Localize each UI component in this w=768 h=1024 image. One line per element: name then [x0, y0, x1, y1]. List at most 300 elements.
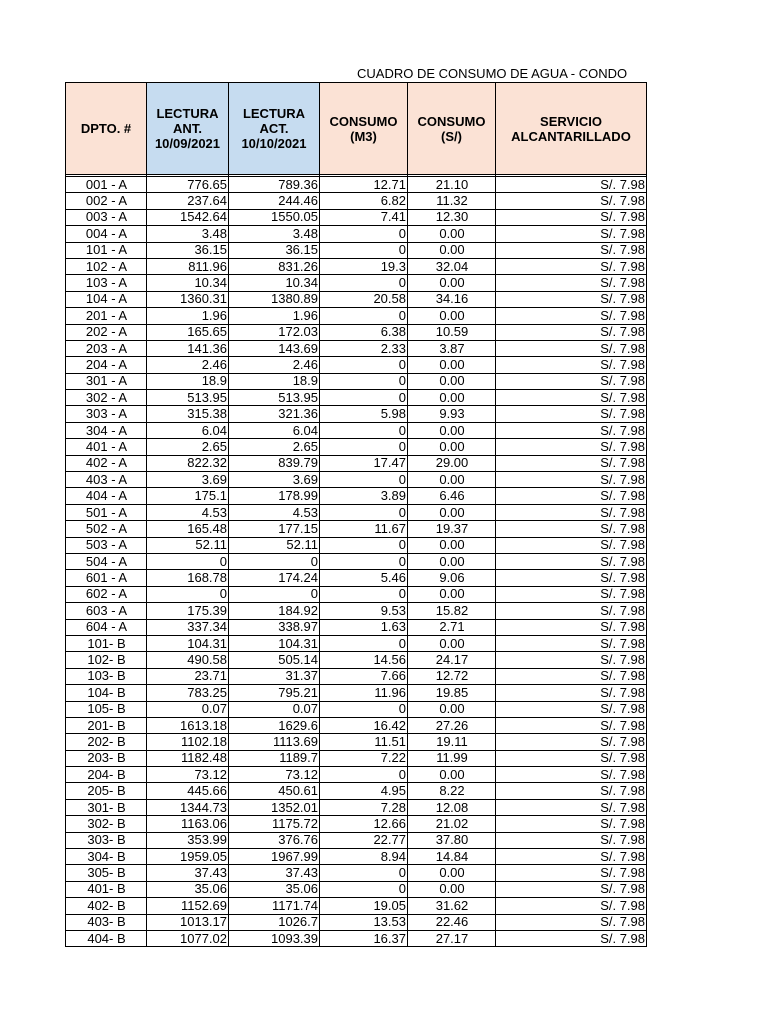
cell-lectura-act: 177.15 — [229, 521, 320, 537]
sheet-title: CUADRO DE CONSUMO DE AGUA - CONDO — [357, 66, 628, 81]
cell-dpto: 201- B — [66, 717, 147, 733]
cell-consumo-soles: 0.00 — [408, 439, 496, 455]
cell-dpto: 102- B — [66, 652, 147, 668]
cell-consumo-soles: 34.16 — [408, 291, 496, 307]
cell-servicio: S/. 7.98 — [496, 767, 647, 783]
cell-lectura-ant: 52.11 — [147, 537, 229, 553]
cell-consumo-m3: 0 — [320, 308, 408, 324]
cell-lectura-ant: 1.96 — [147, 308, 229, 324]
table-row — [66, 701, 647, 717]
cell-consumo-m3: 16.42 — [320, 717, 408, 733]
cell-consumo-soles: 0.00 — [408, 553, 496, 569]
cell-consumo-m3: 0 — [320, 701, 408, 717]
cell-consumo-soles: 0.00 — [408, 504, 496, 520]
table-body — [66, 175, 647, 947]
cell-consumo-m3: 17.47 — [320, 455, 408, 471]
cell-lectura-act: 1113.69 — [229, 734, 320, 750]
cell-lectura-act: 73.12 — [229, 767, 320, 783]
cell-lectura-act: 0.07 — [229, 701, 320, 717]
cell-servicio: S/. 7.98 — [496, 340, 647, 356]
cell-consumo-soles: 0.00 — [408, 865, 496, 881]
cell-consumo-m3: 20.58 — [320, 291, 408, 307]
cell-consumo-soles: 0.00 — [408, 537, 496, 553]
cell-servicio: S/. 7.98 — [496, 537, 647, 553]
cell-dpto: 302- B — [66, 816, 147, 832]
cell-dpto: 404- B — [66, 930, 147, 946]
table-row — [66, 849, 647, 865]
consumption-table — [65, 82, 647, 947]
cell-lectura-ant: 445.66 — [147, 783, 229, 799]
cell-dpto: 402 - A — [66, 455, 147, 471]
cell-consumo-soles: 9.06 — [408, 570, 496, 586]
cell-lectura-ant: 165.48 — [147, 521, 229, 537]
cell-servicio: S/. 7.98 — [496, 521, 647, 537]
cell-lectura-act: 1026.7 — [229, 914, 320, 930]
cell-consumo-soles: 27.17 — [408, 930, 496, 946]
cell-dpto: 402- B — [66, 898, 147, 914]
cell-lectura-act: 789.36 — [229, 177, 320, 193]
cell-lectura-act: 1175.72 — [229, 816, 320, 832]
cell-lectura-ant: 2.46 — [147, 357, 229, 373]
cell-consumo-m3: 7.22 — [320, 750, 408, 766]
cell-dpto: 301- B — [66, 799, 147, 815]
cell-lectura-ant: 1152.69 — [147, 898, 229, 914]
cell-lectura-ant: 1102.18 — [147, 734, 229, 750]
table-row — [66, 308, 647, 324]
cell-lectura-ant: 783.25 — [147, 685, 229, 701]
cell-dpto: 502 - A — [66, 521, 147, 537]
table-row — [66, 390, 647, 406]
table-row — [66, 881, 647, 897]
cell-servicio: S/. 7.98 — [496, 734, 647, 750]
cell-consumo-m3: 7.28 — [320, 799, 408, 815]
cell-consumo-m3: 4.95 — [320, 783, 408, 799]
cell-consumo-soles: 0.00 — [408, 275, 496, 291]
cell-lectura-act: 143.69 — [229, 340, 320, 356]
cell-dpto: 202- B — [66, 734, 147, 750]
cell-dpto: 503 - A — [66, 537, 147, 553]
cell-consumo-soles: 15.82 — [408, 603, 496, 619]
cell-consumo-soles: 0.00 — [408, 357, 496, 373]
cell-dpto: 501 - A — [66, 504, 147, 520]
cell-consumo-soles: 29.00 — [408, 455, 496, 471]
cell-lectura-ant: 10.34 — [147, 275, 229, 291]
table-row — [66, 865, 647, 881]
table-row — [66, 783, 647, 799]
cell-servicio: S/. 7.98 — [496, 570, 647, 586]
cell-servicio: S/. 7.98 — [496, 586, 647, 602]
cell-lectura-act: 321.36 — [229, 406, 320, 422]
cell-lectura-ant: 0.07 — [147, 701, 229, 717]
cell-lectura-act: 35.06 — [229, 881, 320, 897]
cell-lectura-ant: 23.71 — [147, 668, 229, 684]
cell-servicio: S/. 7.98 — [496, 226, 647, 242]
cell-lectura-act: 37.43 — [229, 865, 320, 881]
cell-servicio: S/. 7.98 — [496, 701, 647, 717]
table-row — [66, 930, 647, 946]
cell-consumo-soles: 19.37 — [408, 521, 496, 537]
cell-lectura-act: 36.15 — [229, 242, 320, 258]
table-row — [66, 439, 647, 455]
table-row — [66, 406, 647, 422]
cell-lectura-ant: 337.34 — [147, 619, 229, 635]
cell-servicio: S/. 7.98 — [496, 668, 647, 684]
cell-servicio: S/. 7.98 — [496, 832, 647, 848]
cell-lectura-ant: 1959.05 — [147, 849, 229, 865]
cell-lectura-ant: 513.95 — [147, 390, 229, 406]
cell-servicio: S/. 7.98 — [496, 488, 647, 504]
table-row — [66, 619, 647, 635]
cell-consumo-soles: 9.93 — [408, 406, 496, 422]
cell-consumo-m3: 16.37 — [320, 930, 408, 946]
cell-lectura-act: 795.21 — [229, 685, 320, 701]
cell-lectura-act: 831.26 — [229, 258, 320, 274]
cell-lectura-act: 104.31 — [229, 635, 320, 651]
cell-lectura-act: 3.69 — [229, 472, 320, 488]
cell-consumo-soles: 0.00 — [408, 226, 496, 242]
cell-consumo-soles: 14.84 — [408, 849, 496, 865]
cell-lectura-ant: 1013.17 — [147, 914, 229, 930]
cell-servicio: S/. 7.98 — [496, 390, 647, 406]
cell-consumo-m3: 1.63 — [320, 619, 408, 635]
cell-consumo-soles: 6.46 — [408, 488, 496, 504]
cell-servicio: S/. 7.98 — [496, 504, 647, 520]
table-row — [66, 504, 647, 520]
cell-consumo-m3: 0 — [320, 373, 408, 389]
cell-servicio: S/. 7.98 — [496, 635, 647, 651]
table-row — [66, 472, 647, 488]
cell-consumo-m3: 19.05 — [320, 898, 408, 914]
table-row — [66, 340, 647, 356]
cell-dpto: 105- B — [66, 701, 147, 717]
cell-lectura-act: 2.65 — [229, 439, 320, 455]
cell-lectura-ant: 165.65 — [147, 324, 229, 340]
cell-consumo-m3: 0 — [320, 881, 408, 897]
cell-consumo-soles: 31.62 — [408, 898, 496, 914]
cell-lectura-ant: 37.43 — [147, 865, 229, 881]
table-row — [66, 291, 647, 307]
table-row — [66, 242, 647, 258]
cell-consumo-soles: 0.00 — [408, 373, 496, 389]
cell-consumo-m3: 0 — [320, 767, 408, 783]
cell-lectura-act: 513.95 — [229, 390, 320, 406]
cell-dpto: 104- B — [66, 685, 147, 701]
cell-lectura-ant: 18.9 — [147, 373, 229, 389]
cell-lectura-act: 1093.39 — [229, 930, 320, 946]
cell-lectura-ant: 2.65 — [147, 439, 229, 455]
cell-lectura-act: 1171.74 — [229, 898, 320, 914]
cell-consumo-soles: 24.17 — [408, 652, 496, 668]
cell-servicio: S/. 7.98 — [496, 619, 647, 635]
table-row — [66, 750, 647, 766]
cell-lectura-ant: 0 — [147, 586, 229, 602]
cell-servicio: S/. 7.98 — [496, 881, 647, 897]
cell-lectura-act: 0 — [229, 586, 320, 602]
cell-dpto: 002 - A — [66, 193, 147, 209]
cell-dpto: 103- B — [66, 668, 147, 684]
cell-lectura-act: 450.61 — [229, 783, 320, 799]
cell-consumo-m3: 5.98 — [320, 406, 408, 422]
cell-dpto: 202 - A — [66, 324, 147, 340]
table-row — [66, 799, 647, 815]
cell-lectura-act: 839.79 — [229, 455, 320, 471]
cell-consumo-m3: 11.67 — [320, 521, 408, 537]
cell-lectura-act: 376.76 — [229, 832, 320, 848]
cell-servicio: S/. 7.98 — [496, 865, 647, 881]
cell-dpto: 104 - A — [66, 291, 147, 307]
cell-dpto: 602 - A — [66, 586, 147, 602]
cell-consumo-m3: 9.53 — [320, 603, 408, 619]
cell-lectura-act: 1629.6 — [229, 717, 320, 733]
cell-consumo-m3: 3.89 — [320, 488, 408, 504]
cell-dpto: 305- B — [66, 865, 147, 881]
cell-lectura-act: 1967.99 — [229, 849, 320, 865]
cell-consumo-soles: 0.00 — [408, 635, 496, 651]
cell-lectura-act: 1.96 — [229, 308, 320, 324]
cell-dpto: 302 - A — [66, 390, 147, 406]
cell-lectura-ant: 3.69 — [147, 472, 229, 488]
cell-consumo-m3: 0 — [320, 553, 408, 569]
cell-lectura-act: 184.92 — [229, 603, 320, 619]
cell-lectura-act: 1550.05 — [229, 209, 320, 225]
table-row — [66, 193, 647, 209]
cell-consumo-m3: 22.77 — [320, 832, 408, 848]
cell-consumo-m3: 14.56 — [320, 652, 408, 668]
table-row — [66, 553, 647, 569]
cell-consumo-m3: 6.82 — [320, 193, 408, 209]
cell-consumo-m3: 0 — [320, 635, 408, 651]
cell-dpto: 404 - A — [66, 488, 147, 504]
cell-lectura-ant: 175.39 — [147, 603, 229, 619]
cell-consumo-m3: 2.33 — [320, 340, 408, 356]
cell-consumo-m3: 0 — [320, 275, 408, 291]
cell-servicio: S/. 7.98 — [496, 275, 647, 291]
cell-consumo-m3: 0 — [320, 422, 408, 438]
cell-consumo-soles: 12.08 — [408, 799, 496, 815]
cell-lectura-act: 1189.7 — [229, 750, 320, 766]
cell-consumo-soles: 0.00 — [408, 242, 496, 258]
cell-servicio: S/. 7.98 — [496, 553, 647, 569]
cell-dpto: 303 - A — [66, 406, 147, 422]
cell-dpto: 205- B — [66, 783, 147, 799]
cell-lectura-act: 174.24 — [229, 570, 320, 586]
cell-lectura-act: 31.37 — [229, 668, 320, 684]
cell-lectura-act: 244.46 — [229, 193, 320, 209]
table-row — [66, 373, 647, 389]
cell-lectura-ant: 168.78 — [147, 570, 229, 586]
cell-lectura-ant: 36.15 — [147, 242, 229, 258]
header-lectura-act: LECTURA ACT. 10/10/2021 — [229, 83, 320, 175]
cell-dpto: 401- B — [66, 881, 147, 897]
cell-servicio: S/. 7.98 — [496, 406, 647, 422]
cell-servicio: S/. 7.98 — [496, 930, 647, 946]
cell-lectura-ant: 1542.64 — [147, 209, 229, 225]
header-servicio: SERVICIO ALCANTARILLADO — [496, 83, 647, 175]
cell-lectura-ant: 175.1 — [147, 488, 229, 504]
cell-consumo-soles: 0.00 — [408, 472, 496, 488]
cell-dpto: 001 - A — [66, 177, 147, 193]
cell-consumo-m3: 0 — [320, 472, 408, 488]
cell-lectura-ant: 0 — [147, 553, 229, 569]
cell-lectura-act: 52.11 — [229, 537, 320, 553]
header-lectura-ant: LECTURA ANT. 10/09/2021 — [147, 83, 229, 175]
cell-consumo-soles: 0.00 — [408, 767, 496, 783]
cell-consumo-soles: 2.71 — [408, 619, 496, 635]
cell-dpto: 304 - A — [66, 422, 147, 438]
cell-dpto: 504 - A — [66, 553, 147, 569]
table-row — [66, 586, 647, 602]
cell-consumo-m3: 0 — [320, 586, 408, 602]
cell-lectura-act: 3.48 — [229, 226, 320, 242]
cell-lectura-ant: 35.06 — [147, 881, 229, 897]
table-row — [66, 914, 647, 930]
cell-dpto: 401 - A — [66, 439, 147, 455]
cell-servicio: S/. 7.98 — [496, 258, 647, 274]
cell-servicio: S/. 7.98 — [496, 373, 647, 389]
table-row — [66, 521, 647, 537]
table-row — [66, 717, 647, 733]
cell-consumo-m3: 12.71 — [320, 177, 408, 193]
cell-consumo-soles: 10.59 — [408, 324, 496, 340]
cell-lectura-ant: 1360.31 — [147, 291, 229, 307]
table-row — [66, 652, 647, 668]
cell-consumo-m3: 11.51 — [320, 734, 408, 750]
cell-lectura-ant: 73.12 — [147, 767, 229, 783]
cell-consumo-m3: 6.38 — [320, 324, 408, 340]
table-row — [66, 209, 647, 225]
cell-consumo-soles: 12.30 — [408, 209, 496, 225]
cell-lectura-act: 2.46 — [229, 357, 320, 373]
cell-consumo-soles: 11.32 — [408, 193, 496, 209]
cell-servicio: S/. 7.98 — [496, 177, 647, 193]
cell-dpto: 101 - A — [66, 242, 147, 258]
cell-dpto: 102 - A — [66, 258, 147, 274]
cell-lectura-ant: 490.58 — [147, 652, 229, 668]
cell-consumo-m3: 19.3 — [320, 258, 408, 274]
table-row — [66, 275, 647, 291]
cell-lectura-act: 18.9 — [229, 373, 320, 389]
table-row — [66, 816, 647, 832]
cell-servicio: S/. 7.98 — [496, 717, 647, 733]
cell-consumo-m3: 0 — [320, 226, 408, 242]
header-row — [66, 83, 647, 175]
cell-lectura-act: 178.99 — [229, 488, 320, 504]
cell-lectura-ant: 1344.73 — [147, 799, 229, 815]
cell-consumo-m3: 0 — [320, 242, 408, 258]
cell-consumo-soles: 0.00 — [408, 701, 496, 717]
cell-dpto: 201 - A — [66, 308, 147, 324]
cell-consumo-m3: 7.41 — [320, 209, 408, 225]
cell-servicio: S/. 7.98 — [496, 849, 647, 865]
cell-servicio: S/. 7.98 — [496, 455, 647, 471]
cell-consumo-soles: 37.80 — [408, 832, 496, 848]
header-consumo-m3: CONSUMO (M3) — [320, 83, 408, 175]
cell-consumo-m3: 0 — [320, 865, 408, 881]
cell-dpto: 204 - A — [66, 357, 147, 373]
cell-consumo-m3: 11.96 — [320, 685, 408, 701]
cell-servicio: S/. 7.98 — [496, 816, 647, 832]
cell-servicio: S/. 7.98 — [496, 472, 647, 488]
header-consumo-soles: CONSUMO (S/) — [408, 83, 496, 175]
cell-lectura-ant: 141.36 — [147, 340, 229, 356]
cell-lectura-ant: 822.32 — [147, 455, 229, 471]
table-row — [66, 455, 647, 471]
cell-lectura-act: 10.34 — [229, 275, 320, 291]
cell-consumo-soles: 19.11 — [408, 734, 496, 750]
table-row — [66, 767, 647, 783]
cell-dpto: 204- B — [66, 767, 147, 783]
cell-servicio: S/. 7.98 — [496, 308, 647, 324]
cell-lectura-ant: 1077.02 — [147, 930, 229, 946]
cell-consumo-m3: 0 — [320, 390, 408, 406]
cell-servicio: S/. 7.98 — [496, 685, 647, 701]
cell-dpto: 203- B — [66, 750, 147, 766]
cell-dpto: 303- B — [66, 832, 147, 848]
cell-dpto: 304- B — [66, 849, 147, 865]
table-row — [66, 537, 647, 553]
cell-lectura-ant: 1182.48 — [147, 750, 229, 766]
table-row — [66, 357, 647, 373]
cell-lectura-ant: 315.38 — [147, 406, 229, 422]
cell-consumo-soles: 32.04 — [408, 258, 496, 274]
cell-lectura-act: 1352.01 — [229, 799, 320, 815]
cell-consumo-m3: 5.46 — [320, 570, 408, 586]
cell-consumo-soles: 21.10 — [408, 177, 496, 193]
cell-lectura-act: 6.04 — [229, 422, 320, 438]
cell-consumo-soles: 0.00 — [408, 422, 496, 438]
cell-lectura-ant: 3.48 — [147, 226, 229, 242]
cell-lectura-ant: 4.53 — [147, 504, 229, 520]
cell-servicio: S/. 7.98 — [496, 898, 647, 914]
cell-consumo-soles: 8.22 — [408, 783, 496, 799]
table-row — [66, 603, 647, 619]
cell-dpto: 301 - A — [66, 373, 147, 389]
cell-consumo-m3: 13.53 — [320, 914, 408, 930]
cell-dpto: 604 - A — [66, 619, 147, 635]
table-row — [66, 422, 647, 438]
cell-consumo-soles: 0.00 — [408, 308, 496, 324]
header-dpto: DPTO. # — [66, 83, 147, 175]
cell-servicio: S/. 7.98 — [496, 242, 647, 258]
cell-dpto: 203 - A — [66, 340, 147, 356]
cell-servicio: S/. 7.98 — [496, 652, 647, 668]
cell-consumo-soles: 27.26 — [408, 717, 496, 733]
cell-consumo-soles: 0.00 — [408, 881, 496, 897]
cell-lectura-ant: 237.64 — [147, 193, 229, 209]
cell-dpto: 003 - A — [66, 209, 147, 225]
cell-servicio: S/. 7.98 — [496, 193, 647, 209]
cell-consumo-soles: 22.46 — [408, 914, 496, 930]
cell-servicio: S/. 7.98 — [496, 324, 647, 340]
cell-servicio: S/. 7.98 — [496, 439, 647, 455]
cell-servicio: S/. 7.98 — [496, 357, 647, 373]
table-row — [66, 324, 647, 340]
table-row — [66, 226, 647, 242]
table-row — [66, 832, 647, 848]
cell-consumo-soles: 19.85 — [408, 685, 496, 701]
cell-lectura-act: 172.03 — [229, 324, 320, 340]
cell-servicio: S/. 7.98 — [496, 291, 647, 307]
cell-lectura-ant: 104.31 — [147, 635, 229, 651]
cell-lectura-ant: 6.04 — [147, 422, 229, 438]
cell-servicio: S/. 7.98 — [496, 603, 647, 619]
table-row — [66, 734, 647, 750]
cell-lectura-act: 505.14 — [229, 652, 320, 668]
cell-consumo-m3: 0 — [320, 439, 408, 455]
table-row — [66, 685, 647, 701]
cell-dpto: 101- B — [66, 635, 147, 651]
cell-dpto: 103 - A — [66, 275, 147, 291]
